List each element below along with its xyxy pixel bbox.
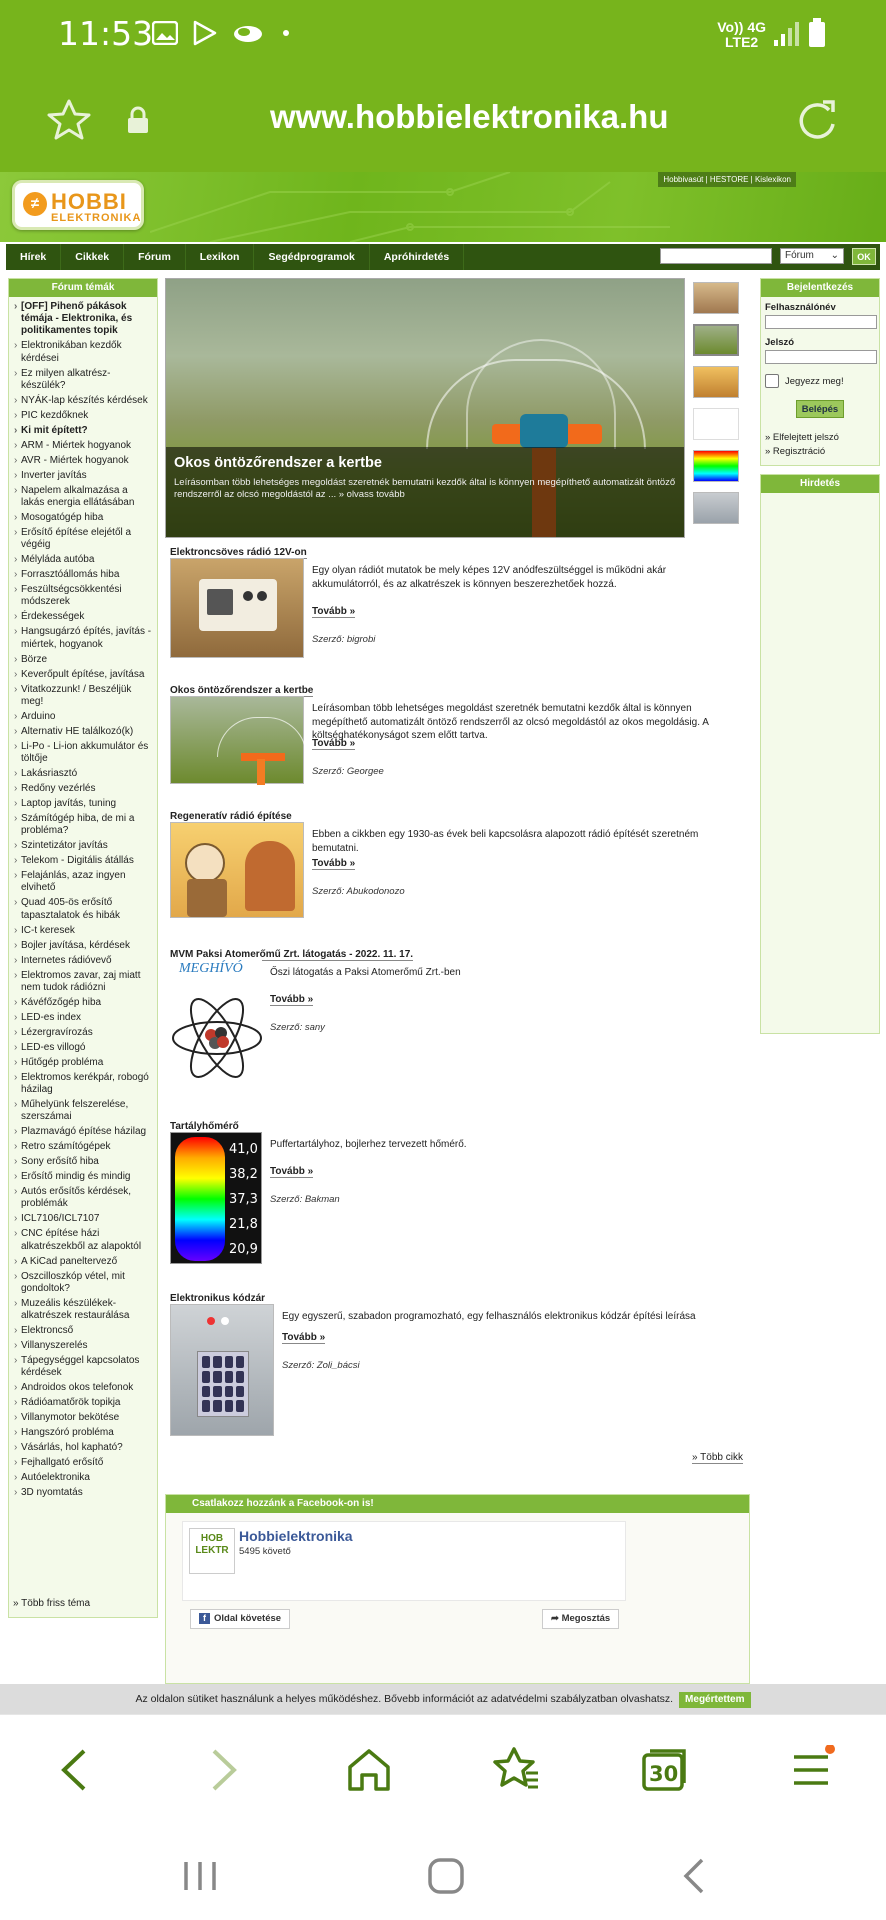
article-image[interactable]: [170, 1132, 262, 1264]
right-sidebar: [760, 278, 880, 1042]
forum-topic-item[interactable]: › Arduino: [13, 711, 153, 723]
share-arrow-icon: ➦: [551, 1613, 562, 1624]
article-title[interactable]: Elektroncsöves rádió 12V-on: [170, 547, 307, 558]
main-navigation: [6, 244, 880, 270]
article-text: Puffertartályhoz, bojlerhez tervezett hőmérő.: [270, 1139, 467, 1150]
forum-topic-item[interactable]: › Rádióamatőrök topikja: [13, 1397, 153, 1409]
login-button[interactable]: Belépés: [796, 400, 844, 418]
facebook-widget: [165, 1494, 750, 1684]
logo-symbol-icon: ≠: [23, 192, 47, 216]
forum-topic-item[interactable]: › AVR - Miértek hogyanok: [13, 455, 153, 467]
article-author: Szerző: Georgee: [312, 766, 384, 777]
username-input[interactable]: [765, 315, 877, 329]
forum-topic-item[interactable]: › Bojler javítása, kérdések: [13, 940, 153, 952]
cookie-banner: [0, 1684, 886, 1714]
forum-topic-item[interactable]: › Lakásriasztó: [13, 768, 153, 780]
featured-thumbnails: [690, 278, 742, 534]
circuit-decoration: [150, 172, 670, 242]
forum-topic-item[interactable]: › Autóelektronika: [13, 1472, 153, 1484]
remember-me[interactable]: Jegyezz meg!: [765, 374, 875, 388]
forum-topic-item[interactable]: › Retro számítógépek: [13, 1141, 153, 1153]
tabs-count: 30: [649, 1762, 679, 1786]
forum-topic-item[interactable]: › CNC építése házi alkatrészekből az alapoktól: [13, 1228, 153, 1252]
register-link[interactable]: » Regisztráció: [765, 446, 826, 457]
forum-topic-item[interactable]: › Fejhallgató erősítő: [13, 1457, 153, 1469]
forum-topic-item[interactable]: › Börze: [13, 654, 153, 666]
more-articles-link[interactable]: » Több cikk: [692, 1452, 743, 1463]
article-item: [170, 1116, 750, 1257]
forum-topic-item[interactable]: › Szintetizátor javítás: [13, 840, 153, 852]
forum-topic-item[interactable]: › Mélyláda autóba: [13, 554, 153, 566]
forum-topic-item[interactable]: › Androidos okos telefonok: [13, 1382, 153, 1394]
forum-topic-item[interactable]: › Hűtőgép probléma: [13, 1057, 153, 1069]
nav-forum[interactable]: Fórum: [124, 244, 186, 270]
forum-topic-item[interactable]: › Ez milyen alkatrész-készülék?: [13, 368, 153, 392]
article-text: Őszi látogatás a Paksi Atomerőmű Zrt.-ben: [270, 967, 461, 978]
article-image[interactable]: [170, 822, 304, 918]
forum-topic-item[interactable]: › NYÁK-lap készítés kérdések: [13, 395, 153, 407]
facebook-follow-button[interactable]: f Oldal követése: [190, 1609, 290, 1629]
forum-topic-item[interactable]: › ICL7106/ICL7107: [13, 1213, 153, 1225]
article-image[interactable]: [170, 558, 304, 658]
cloud-icon: [232, 22, 264, 44]
forum-topic-item[interactable]: › Villanyszerelés: [13, 1340, 153, 1352]
article-title[interactable]: MVM Paksi Atomerőmű Zrt. látogatás - 2022. 11. 17.: [170, 949, 414, 960]
forum-topic-item[interactable]: › Elektronikában kezdők kérdései: [13, 340, 153, 364]
forum-topic-item[interactable]: › Elektromos zavar, zaj miatt nem tudok rádiózni: [13, 970, 153, 994]
top-links[interactable]: Hobbivasút | HESTORE | Kislexikon: [658, 172, 796, 187]
forum-topic-item[interactable]: › Li-Po - Li-ion akkumulátor és töltője: [13, 741, 153, 765]
forum-topic-item[interactable]: › Redőny vezérlés: [13, 783, 153, 795]
url-text[interactable]: www.hobbielektronika.hu: [270, 98, 669, 135]
nav-cikkek[interactable]: Cikkek: [61, 244, 124, 270]
forum-topic-item[interactable]: › Inverter javítás: [13, 470, 153, 482]
login-title: Bejelentkezés: [761, 279, 879, 297]
site-header: [0, 172, 886, 242]
facebook-page-card[interactable]: [182, 1521, 626, 1601]
atom-icon: [171, 983, 263, 1093]
article-title[interactable]: Okos öntözőrendszer a kertbe: [170, 685, 314, 696]
article-text: Ebben a cikkben egy 1930-as évek beli kapcsolásra alapozott rádió építését szeretném bemutatni.: [312, 829, 699, 854]
thumbnail-thermometer[interactable]: [693, 450, 739, 482]
article-item: [170, 944, 750, 1033]
article-item: [170, 806, 750, 897]
back-icon[interactable]: [56, 1745, 92, 1795]
thumbnail-keypad[interactable]: [693, 492, 739, 524]
forum-topic-item[interactable]: › Alternativ HE találkozó(k): [13, 726, 153, 738]
article-more-link[interactable]: Tovább »: [312, 858, 356, 869]
ads-box: [760, 474, 880, 1034]
article-author: Szerző: sany: [270, 1022, 325, 1033]
password-label: Jelszó: [765, 337, 795, 348]
article-author: Szerző: Zoli_bácsi: [282, 1360, 360, 1371]
forum-topic-item[interactable]: › Feszültségcsökkentési módszerek: [13, 584, 153, 608]
forum-topic-item[interactable]: › LED-es villogó: [13, 1042, 153, 1054]
article-more-link[interactable]: Tovább »: [270, 994, 314, 1005]
forum-topic-item[interactable]: › 3D nyomtatás: [13, 1487, 153, 1499]
forum-topic-item[interactable]: › Muzeális készülékek-alkatrészek restaurálása: [13, 1298, 153, 1322]
thumbnail-radio[interactable]: [693, 282, 739, 314]
forum-topic-item[interactable]: › Elektroncső: [13, 1325, 153, 1337]
facebook-widget-title: Csatlakozz hozzánk a Facebook-on is!: [166, 1495, 749, 1513]
browser-bottom-bar: [0, 1714, 886, 1834]
forum-topic-item[interactable]: › Vitatkozzunk! / Beszéljük meg!: [13, 684, 153, 708]
featured-caption: [166, 447, 684, 538]
forum-topic-item[interactable]: › Tápegységgel kapcsolatos kérdések: [13, 1355, 153, 1379]
thumbnail-atom[interactable]: [693, 408, 739, 440]
dot-icon: [278, 28, 294, 38]
system-navigation-bar: [0, 1834, 886, 1920]
search-scope-select[interactable]: Fórum ⌄: [780, 248, 844, 264]
facebook-icon: f: [199, 1613, 210, 1624]
search-ok-button[interactable]: OK: [852, 248, 876, 265]
article-item: [170, 1288, 750, 1371]
tabs-button[interactable]: [640, 1745, 690, 1795]
forum-topic-item[interactable]: › Lézergravírozás: [13, 1027, 153, 1039]
forum-topic-item[interactable]: › Erősítő építése elejétől a végéig: [13, 527, 153, 551]
nav-lexikon[interactable]: Lexikon: [186, 244, 255, 270]
forum-topic-item[interactable]: › Sony erősítő hiba: [13, 1156, 153, 1168]
forum-topic-item[interactable]: › Villanymotor bekötése: [13, 1412, 153, 1424]
article-item: [170, 542, 750, 645]
remember-checkbox[interactable]: [765, 374, 779, 388]
thumbnail-regen-radio[interactable]: [693, 366, 739, 398]
forum-topic-item[interactable]: › LED-es index: [13, 1012, 153, 1024]
article-title[interactable]: Regeneratív rádió építése: [170, 811, 292, 822]
article-title[interactable]: Tartályhőmérő: [170, 1121, 239, 1132]
forum-topic-item[interactable]: › Forrasztóállomás hiba: [13, 569, 153, 581]
facebook-followers: 5495 követő: [239, 1546, 291, 1557]
forum-topic-item[interactable]: › Oszcilloszkóp vétel, mit gondoltok?: [13, 1271, 153, 1295]
forum-topic-item[interactable]: › Quad 405-ös erősítő tapasztalatok és hibák: [13, 897, 153, 921]
status-icons: [152, 20, 294, 46]
forum-topics-title: Fórum témák: [9, 279, 157, 297]
forum-topic-item[interactable]: › Erősítő mindig és mindig: [13, 1171, 153, 1183]
forum-topic-item[interactable]: › Autós erősítős kérdések, problémák: [13, 1186, 153, 1210]
forum-topic-item[interactable]: › ARM - Miértek hogyanok: [13, 440, 153, 452]
facebook-page-name[interactable]: Hobbielektronika: [239, 1528, 353, 1544]
article-more-link[interactable]: Tovább »: [282, 1332, 326, 1343]
forgot-password-link[interactable]: » Elfelejtett jelszó: [765, 432, 839, 443]
play-store-icon: [192, 20, 218, 46]
forum-topic-item[interactable]: › Laptop javítás, tuning: [13, 798, 153, 810]
article-text: Egy olyan rádiót mutatok be mely képes 12V anódfeszültséggel is működni akár akkumulátorról, és az alkatrészek is könnyen beszerezhetőek hozzá.: [312, 565, 667, 590]
nav-aprohirdetes[interactable]: Apróhirdetés: [370, 244, 464, 270]
forum-topic-item[interactable]: › Hangszóró probléma: [13, 1427, 153, 1439]
network-indicator: Vo)) 4G LTE2: [717, 19, 766, 50]
more-topics-link[interactable]: » Több friss téma: [13, 1598, 91, 1609]
thermometer-scale: 41,0 38,2 37,3 21,8 20,9: [229, 1142, 258, 1257]
thumbnail-sprinkler[interactable]: [693, 324, 739, 356]
forum-topic-item[interactable]: › Kávéfőzőgép hiba: [13, 997, 153, 1009]
cookie-text: Az oldalon sütiket használunk a helyes működéshez. Bővebb információt az adatvédelmi szabályzatban olvashatsz.: [135, 1693, 674, 1705]
forum-topic-list: [9, 297, 157, 1499]
forum-topic-item[interactable]: › IC-t keresek: [13, 925, 153, 937]
gallery-icon: [152, 21, 178, 45]
forum-topic-item[interactable]: › Ki mit épített?: [13, 425, 153, 437]
article-text: Egy egyszerű, szabadon programozható, egy felhasználós elektronikus kódzár építési leírása: [282, 1311, 696, 1322]
nav-segedprogramok[interactable]: Segédprogramok: [254, 244, 369, 270]
site-logo[interactable]: ≠ HOBBI ELEKTRONIKA: [12, 180, 144, 230]
forum-topic-item[interactable]: › Érdekességek: [13, 611, 153, 623]
ads-title: Hirdetés: [761, 475, 879, 493]
bookmarks-icon[interactable]: [492, 1745, 542, 1795]
invitation-text: MEGHÍVÓ: [179, 961, 243, 976]
article-text: Leírásomban több lehetséges megoldást szeretnék bemutatni kezdők által is könnyen megépíthető automatizált öntöző rendszerről az olcsó megoldástól az okos megoldásig. A költséghatékonyságot szem előtt tartva.: [312, 703, 709, 741]
status-bar: [0, 0, 886, 70]
forum-topic-item[interactable]: › Műhelyünk felszerelése, szerszámai: [13, 1099, 153, 1123]
nav-hirek[interactable]: Hírek: [6, 244, 61, 270]
username-label: Felhasználónév: [765, 302, 836, 313]
password-input[interactable]: [765, 350, 877, 364]
cookie-accept-button[interactable]: Megértettem: [679, 1692, 750, 1708]
forum-topic-item[interactable]: › Internetes rádióvevő: [13, 955, 153, 967]
forum-topic-item[interactable]: › Vásárlás, hol kapható?: [13, 1442, 153, 1454]
forum-topic-item[interactable]: › Telekom - Digitális átállás: [13, 855, 153, 867]
forum-topic-item[interactable]: › [OFF] Pihenő pákások témája - Elektronika, és politikamentes topik: [13, 301, 153, 338]
facebook-page-logo: HOB LEKTR: [189, 1528, 235, 1574]
forum-topic-item[interactable]: › Keverőpult építése, javítása: [13, 669, 153, 681]
status-time: 11:53: [58, 14, 154, 53]
web-page: [0, 172, 886, 1684]
article-image[interactable]: [170, 960, 262, 1094]
home-button-icon[interactable]: [426, 1856, 466, 1896]
login-box: [760, 278, 880, 466]
forum-topic-item[interactable]: › Elektromos kerékpár, robogó házilag: [13, 1072, 153, 1096]
bookmark-star-icon[interactable]: [46, 98, 92, 142]
forum-topics-sidebar: [8, 278, 158, 1618]
forum-topic-item[interactable]: › A KiCad paneltervező: [13, 1256, 153, 1268]
browser-url-bar: [0, 70, 886, 172]
article-author: Szerző: bigrobi: [312, 634, 376, 645]
article-image[interactable]: [170, 696, 304, 784]
article-image[interactable]: [170, 1304, 274, 1436]
article-more-link[interactable]: Tovább »: [270, 1166, 314, 1177]
forward-icon[interactable]: [206, 1745, 242, 1795]
forum-topic-item[interactable]: › Mosogatógép hiba: [13, 512, 153, 524]
article-more-link[interactable]: Tovább »: [312, 738, 356, 749]
featured-text: Leírásomban több lehetséges megoldást szeretnék bemutatni kezdők által is könnyen megépíthető automatizált öntöző rendszerről az olcsó megoldástól az ... » olvass tovább: [174, 477, 676, 500]
article-more-link[interactable]: Tovább »: [312, 606, 356, 617]
forum-topic-item[interactable]: › Felajánlás, azaz ingyen elvihető: [13, 870, 153, 894]
search-input[interactable]: [660, 248, 772, 264]
reload-icon[interactable]: [794, 98, 840, 144]
forum-topic-item[interactable]: › Számítógép hiba, de mi a probléma?: [13, 813, 153, 837]
forum-topic-item[interactable]: › Napelem alkalmazása a lakás energia ellátásában: [13, 485, 153, 509]
system-back-icon[interactable]: [676, 1856, 716, 1896]
recent-apps-icon[interactable]: [180, 1856, 220, 1896]
article-item: [170, 680, 750, 777]
article-author: Szerző: Abukodonozo: [312, 886, 405, 897]
forum-topic-item[interactable]: › Plazmavágó építése házilag: [13, 1126, 153, 1138]
signal-icon: [772, 20, 802, 48]
forum-topic-item[interactable]: › PIC kezdőknek: [13, 410, 153, 422]
menu-icon[interactable]: [790, 1745, 836, 1795]
article-title[interactable]: Elektronikus kódzár: [170, 1293, 266, 1304]
battery-icon: [808, 18, 826, 48]
facebook-share-button[interactable]: ➦ Megosztás: [542, 1609, 619, 1629]
lock-icon: [126, 106, 150, 134]
forum-topic-item[interactable]: › Hangsugárzó építés, javítás - miértek, hogyanok: [13, 626, 153, 650]
featured-article[interactable]: [165, 278, 685, 538]
home-icon[interactable]: [346, 1745, 392, 1795]
article-author: Szerző: Bakman: [270, 1194, 340, 1205]
featured-title[interactable]: Okos öntözőrendszer a kertbe: [174, 455, 382, 471]
